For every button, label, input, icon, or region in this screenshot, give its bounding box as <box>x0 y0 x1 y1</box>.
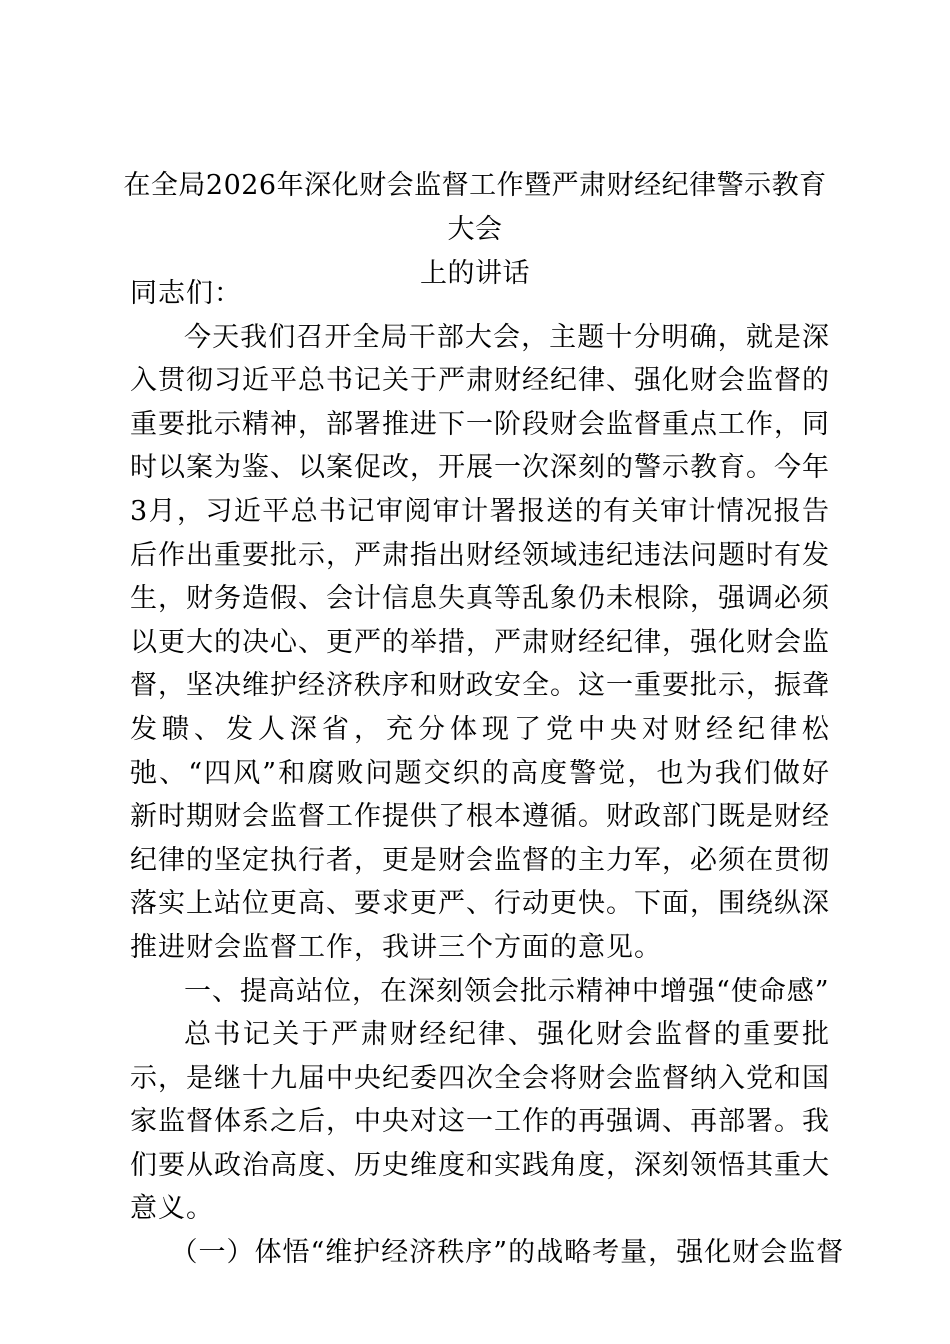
title-line-1: 在全局2026年深化财会监督工作暨严肃财经纪律警示教育大会 <box>123 170 827 245</box>
section-heading-1: 一、提高站位，在深刻领会批示精神中增强“使命感” <box>184 975 830 1007</box>
salutation: 同志们： <box>130 278 242 309</box>
paragraph-section-1: 总书记关于严肃财经纪律、强化财会监督的重要批示，是继十九届中央纪委四次全会将财会监督纳入党和国家监督体系之后，中央对这一工作的再强调、再部署。我们要从政治高度、历史维度和实践角度，深刻领悟其重大意义。 <box>130 1019 830 1225</box>
document-body <box>130 272 845 1275</box>
subsection-heading-1: （一）体悟“维护经济秩序”的战略考量，强化财会监督 <box>170 1237 845 1269</box>
paragraph-opening: 今天我们召开全局干部大会，主题十分明确，就是深入贯彻习近平总书记关于严肃财经纪律、强化财会监督的重要批示精神，部署推进下一阶段财会监督重点工作，同时以案为鉴、以案促改，开展一次深刻的警示教育。今年3月，习近平总书记审阅审计署报送的有关审计情况报告后作出重要批示，严肃指出财经领域违纪违法问题时有发生，财务造假、会计信息失真等乱象仍未根除，强调必须以更大的决心、更严的举措，严肃财经纪律，强化财会监督，坚决维护经济秩序和财政安全。这一重要批示，振聋发聩、发人深省，充分体现了党中央对财经纪律松弛、“四风”和腐败问题交织的高度警觉，也为我们做好新时期财会监督工作提供了根本遵循。财政部门既是财经纪律的坚定执行者，更是财会监督的主力军，必须在贯彻落实上站位更高、要求更严、行动更快。下面，围绕纵深推进财会监督工作，我讲三个方面的意见。 <box>130 321 830 963</box>
title-line-2: 上的讲话 <box>420 258 530 289</box>
